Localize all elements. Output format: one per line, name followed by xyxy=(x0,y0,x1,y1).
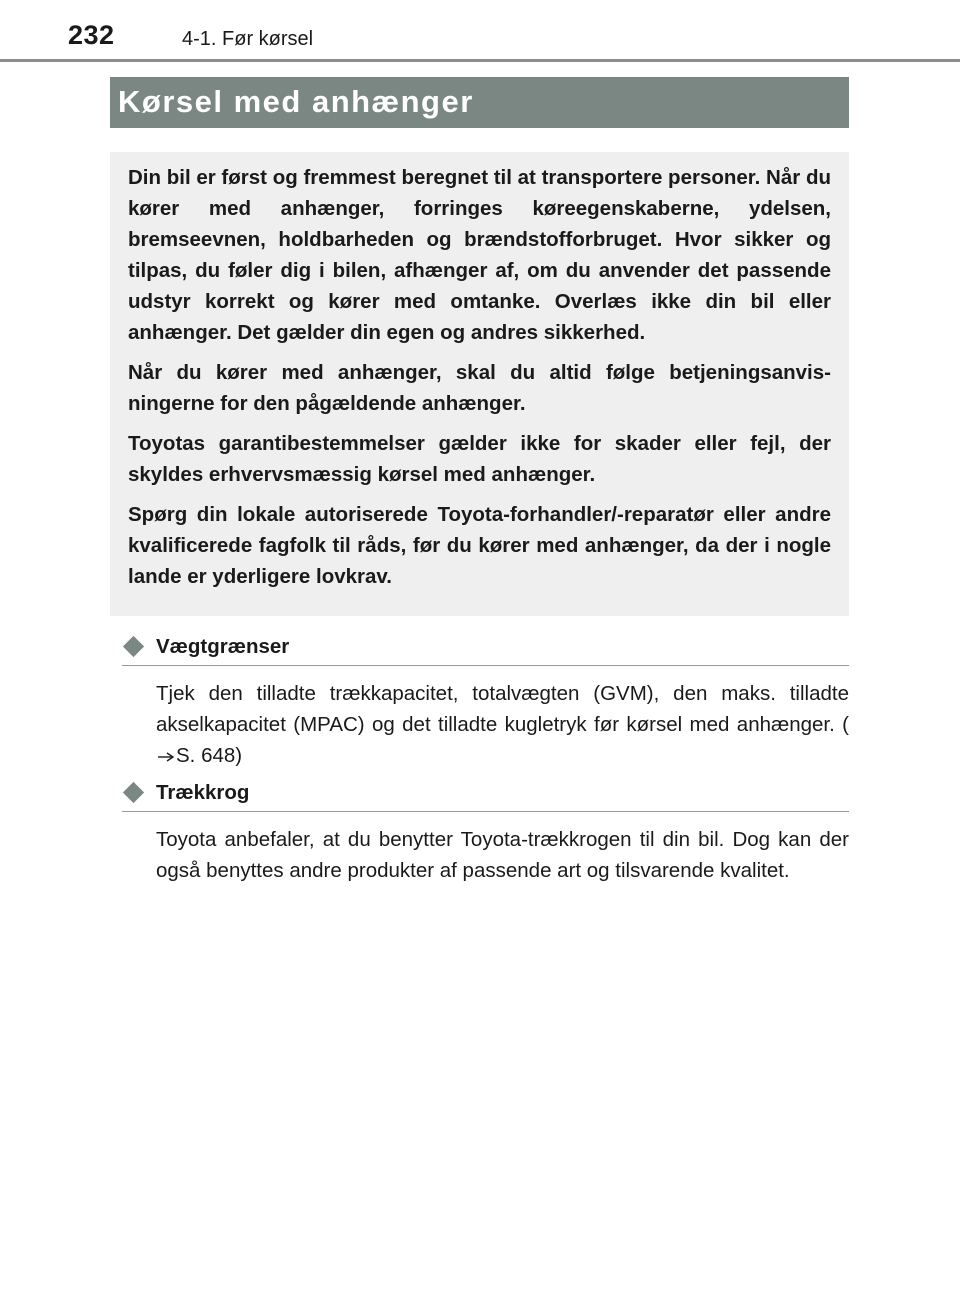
section-title: Vægtgrænser xyxy=(156,635,290,658)
section-text-end: ) xyxy=(235,744,243,767)
chapter-title: Kørsel med anhænger xyxy=(118,84,474,119)
section-reference: 4-1. Før kørsel xyxy=(182,28,314,50)
intro-paragraph: Når du kører med anhænger, skal du altid følge betjeningsanvisningerne for den pågældende anhænger. xyxy=(128,361,831,415)
diamond-bullet-icon xyxy=(123,782,144,803)
section-text: Tjek den tilladte trækkapacitet, totalvægten (GVM), den maks. tilladte akselkapacitet (MPAC) og det tilladte kugletryk før kørsel med anhænger. ( xyxy=(156,682,849,736)
section-heading xyxy=(122,633,849,666)
intro-paragraph: Din bil er først og fremmest beregnet til at transportere personer. Når du kører med anhænger, forringes køreegenskaberne, ydelsen, bremseevnen, holdbarheden og brændstofforbruget. Hvor sikker og tilpas, du føler dig i bilen, afhænger af, om du anvender det passende udstyr korrekt og kører med omtanke. Overlæs ikke din bil eller anhænger. Det gælder din egen og andres sikkerhed. xyxy=(128,166,831,344)
chapter-title-bar xyxy=(110,77,849,128)
header-divider xyxy=(0,59,960,62)
intro-paragraph: Toyotas garantibestemmelser gælder ikke for skader eller fejl, der skyldes erhvervsmæssig kørsel med anhænger. xyxy=(128,432,831,486)
section-title: Trækkrog xyxy=(156,781,250,804)
intro-paragraph: Spørg din lokale autoriserede Toyota-forhandler/-reparatør eller andre kvalificerede fagfolk til råds, før du kører med anhænger, da der i nogle lande er yderligere lovkrav. xyxy=(128,503,831,588)
section-body xyxy=(156,678,849,771)
page-number: 232 xyxy=(68,20,115,50)
page-reference-link[interactable]: S. 648 xyxy=(176,744,236,767)
section-tow-hitch xyxy=(122,779,849,886)
diamond-bullet-icon xyxy=(123,636,144,657)
section-weight-limits xyxy=(122,633,849,771)
arrow-right-icon xyxy=(157,751,175,763)
section-heading xyxy=(122,779,849,812)
section-body: Toyota anbefaler, at du benytter Toyota-trækkrogen til din bil. Dog kan der også benyttes andre produkter af passende art og tilsvarende kvalitet. xyxy=(156,828,849,882)
intro-box xyxy=(110,152,849,616)
page-header xyxy=(0,0,960,62)
